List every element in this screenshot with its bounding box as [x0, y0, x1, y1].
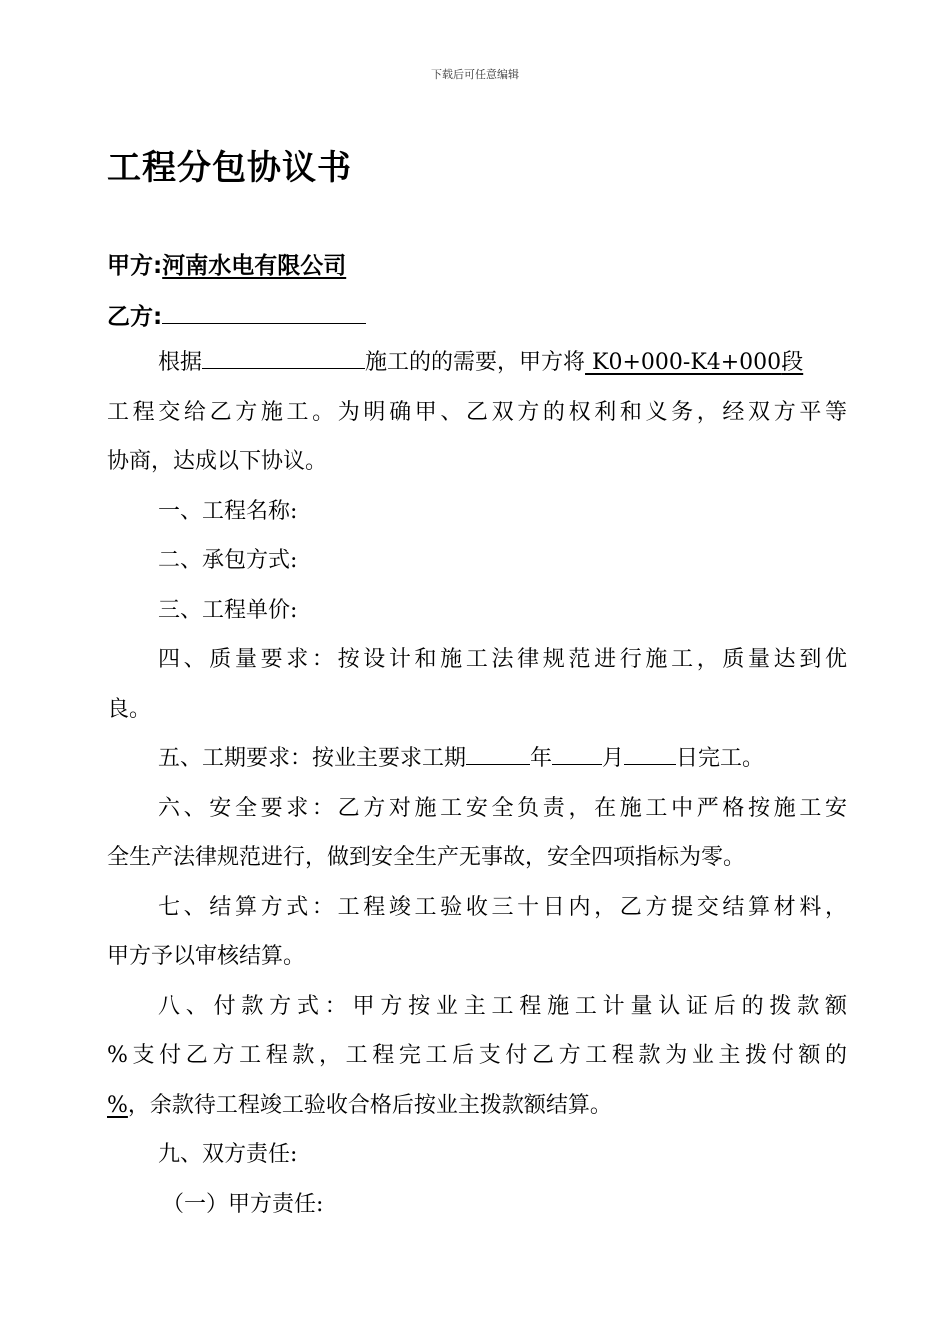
- item-6-line-1: 六、安全要求：乙方对施工安全负责，在施工中严格按施工安: [158, 795, 847, 821]
- page-header-note: 下载后可任意编辑: [431, 68, 519, 81]
- item-5-day: 日完工。: [676, 746, 765, 771]
- party-b-blank: [162, 301, 366, 324]
- party-a-name: 河南水电有限公司: [162, 253, 347, 279]
- item-8-line-1: 八、付款方式：甲方按业主工程施工计量认证后的拨款额: [158, 993, 847, 1019]
- party-b-line: [107, 298, 366, 331]
- intro-segment: K0+000-K4+000: [585, 350, 782, 375]
- intro-line-2: 工程交给乙方施工。为明确甲、乙双方的权利和义务，经双方平等: [107, 399, 847, 425]
- item-8-line-3: [107, 1081, 847, 1131]
- intro-line-1: [107, 338, 847, 388]
- item-1: 一、工程名称:: [158, 498, 298, 524]
- item-2: 二、承包方式:: [158, 548, 298, 573]
- item-8-line-3-text: ，余款待工程竣工验收合格后按业主拨款额结算。: [127, 1092, 612, 1118]
- intro-part2: 施工的的需要，甲方将: [365, 350, 586, 375]
- item-6-line-2: 全生产法律规范进行，做到安全生产无事故，安全四项指标为零。: [107, 845, 746, 870]
- item-3: 三、工程单价:: [158, 597, 298, 623]
- intro-part1: 根据: [158, 350, 203, 375]
- item-5-text: 五、工期要求：按业主要求工期: [158, 746, 467, 771]
- item-8-percent: %: [107, 1092, 128, 1118]
- party-a-line: [107, 247, 346, 280]
- month-blank: [552, 742, 602, 765]
- item-4-line-2: 良。: [107, 696, 152, 722]
- item-5-year: 年: [530, 746, 553, 771]
- year-blank: [466, 742, 530, 765]
- item-8-line-2: %支付乙方工程款，工程完工后支付乙方工程款为业主拨付额的: [107, 1043, 847, 1068]
- item-7-line-2: 甲方予以审核结算。: [107, 944, 306, 969]
- document-title: 工程分包协议书: [107, 148, 352, 188]
- item-5-month: 月: [602, 746, 625, 771]
- item-5: [107, 734, 847, 784]
- item-7-line-1: 七、结算方式：工程竣工验收三十日内，乙方提交结算材料，: [158, 894, 847, 920]
- day-blank: [624, 742, 676, 765]
- item-9-sub-1: （一）甲方责任:: [162, 1191, 324, 1217]
- item-4-line-1: 四、质量要求：按设计和施工法律规范进行施工，质量达到优: [158, 647, 847, 672]
- project-blank: [202, 346, 365, 369]
- item-9: 九、双方责任:: [158, 1142, 298, 1167]
- party-a-label: 甲方:: [107, 253, 163, 279]
- party-b-label: 乙方:: [107, 304, 163, 330]
- agreement-body: [107, 338, 847, 1229]
- intro-line-3: 协商，达成以下协议。: [107, 449, 328, 474]
- intro-part3: 段: [781, 350, 804, 375]
